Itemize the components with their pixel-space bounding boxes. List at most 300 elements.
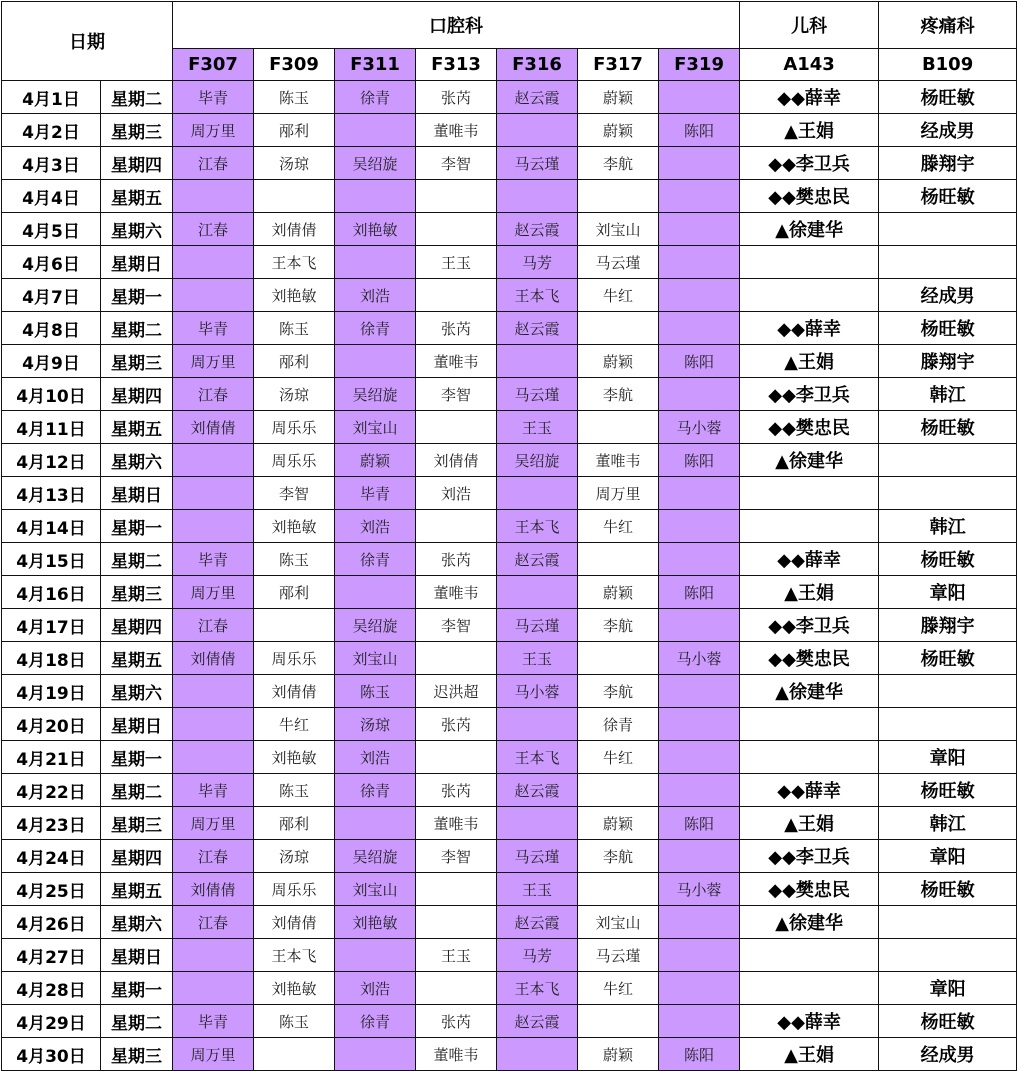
- doctor-cell-f319: [659, 972, 740, 1005]
- doctor-cell-f316: 赵云霞: [497, 774, 578, 807]
- doctor-cell-f317: 李航: [578, 609, 659, 642]
- doctor-cell-b109: 杨旺敏: [879, 774, 1017, 807]
- doctor-cell-a143: ▲王娟: [740, 1038, 879, 1071]
- doctor-cell-f319: 陈阳: [659, 1038, 740, 1071]
- doctor-cell-f311: 陈玉: [335, 675, 416, 708]
- doctor-cell-f309: 周乐乐: [254, 873, 335, 906]
- doctor-cell-b109: [879, 246, 1017, 279]
- doctor-cell-f319: [659, 147, 740, 180]
- doctor-cell-f307: 江春: [173, 147, 254, 180]
- doctor-cell-f316: 马芳: [497, 939, 578, 972]
- doctor-cell-f307: 刘倩倩: [173, 642, 254, 675]
- doctor-cell-f307: 周万里: [173, 1038, 254, 1071]
- weekday-cell: 星期日: [101, 939, 173, 972]
- doctor-cell-f316: 赵云霞: [497, 906, 578, 939]
- doctor-cell-a143: ▲王娟: [740, 576, 879, 609]
- date-cell: 4月8日: [2, 312, 101, 345]
- doctor-cell-f319: [659, 774, 740, 807]
- table-row: [2, 576, 1017, 609]
- date-column-header: 日期: [2, 2, 173, 81]
- doctor-cell-b109: 韩江: [879, 807, 1017, 840]
- doctor-cell-f316: 赵云霞: [497, 543, 578, 576]
- date-cell: 4月13日: [2, 477, 101, 510]
- room-header-b109: B109: [879, 49, 1017, 81]
- date-cell: 4月27日: [2, 939, 101, 972]
- doctor-cell-f311: 吴绍旋: [335, 147, 416, 180]
- doctor-cell-f309: 邴利: [254, 576, 335, 609]
- doctor-cell-f309: 陈玉: [254, 81, 335, 114]
- doctor-cell-f316: [497, 807, 578, 840]
- doctor-cell-a143: ▲徐建华: [740, 444, 879, 477]
- doctor-cell-a143: [740, 246, 879, 279]
- doctor-cell-f317: 周万里: [578, 477, 659, 510]
- doctor-cell-f319: 陈阳: [659, 576, 740, 609]
- doctor-cell-f313: [416, 873, 497, 906]
- doctor-cell-a143: ◆◆樊忠民: [740, 873, 879, 906]
- doctor-cell-b109: [879, 477, 1017, 510]
- doctor-cell-f317: 蔚颖: [578, 81, 659, 114]
- doctor-cell-a143: [740, 972, 879, 1005]
- doctor-cell-f311: 刘宝山: [335, 873, 416, 906]
- doctor-cell-f307: 毕青: [173, 312, 254, 345]
- doctor-cell-f311: 徐青: [335, 1005, 416, 1038]
- doctor-cell-f307: [173, 510, 254, 543]
- doctor-cell-f316: 马小蓉: [497, 675, 578, 708]
- room-header-a143: A143: [740, 49, 879, 81]
- doctor-cell-f309: 刘倩倩: [254, 675, 335, 708]
- doctor-cell-f316: 王玉: [497, 873, 578, 906]
- doctor-cell-f317: 徐青: [578, 708, 659, 741]
- doctor-cell-f307: 周万里: [173, 807, 254, 840]
- doctor-cell-f317: 蔚颖: [578, 576, 659, 609]
- doctor-cell-f319: 陈阳: [659, 444, 740, 477]
- doctor-cell-f313: [416, 642, 497, 675]
- doctor-cell-f317: 刘宝山: [578, 213, 659, 246]
- doctor-cell-b109: 杨旺敏: [879, 81, 1017, 114]
- weekday-cell: 星期三: [101, 114, 173, 147]
- doctor-cell-f316: 马云瑾: [497, 609, 578, 642]
- doctor-cell-f307: [173, 477, 254, 510]
- doctor-cell-f317: 牛红: [578, 741, 659, 774]
- doctor-cell-f309: 汤琼: [254, 147, 335, 180]
- date-cell: 4月28日: [2, 972, 101, 1005]
- doctor-cell-f316: 赵云霞: [497, 213, 578, 246]
- doctor-cell-f307: [173, 939, 254, 972]
- doctor-cell-f307: 周万里: [173, 114, 254, 147]
- department-header-row: [2, 2, 1017, 49]
- table-row: [2, 114, 1017, 147]
- doctor-cell-f311: 毕青: [335, 477, 416, 510]
- doctor-cell-f319: [659, 279, 740, 312]
- doctor-cell-a143: [740, 279, 879, 312]
- doctor-cell-f316: 赵云霞: [497, 81, 578, 114]
- doctor-cell-f311: 刘宝山: [335, 411, 416, 444]
- date-cell: 4月15日: [2, 543, 101, 576]
- doctor-cell-f313: 迟洪超: [416, 675, 497, 708]
- doctor-cell-f311: [335, 114, 416, 147]
- doctor-cell-f319: [659, 312, 740, 345]
- doctor-cell-f316: 马云瑾: [497, 378, 578, 411]
- doctor-cell-b109: [879, 444, 1017, 477]
- doctor-cell-f317: [578, 642, 659, 675]
- doctor-cell-b109: 杨旺敏: [879, 312, 1017, 345]
- doctor-cell-f316: [497, 1038, 578, 1071]
- doctor-cell-f317: 牛红: [578, 972, 659, 1005]
- doctor-cell-a143: ◆◆薛幸: [740, 774, 879, 807]
- doctor-cell-f309: 刘艳敏: [254, 972, 335, 1005]
- doctor-cell-f313: [416, 279, 497, 312]
- weekday-cell: 星期六: [101, 675, 173, 708]
- doctor-cell-b109: 杨旺敏: [879, 411, 1017, 444]
- doctor-cell-f309: 陈玉: [254, 1005, 335, 1038]
- doctor-cell-f313: [416, 906, 497, 939]
- doctor-cell-b109: 杨旺敏: [879, 180, 1017, 213]
- doctor-cell-f313: [416, 741, 497, 774]
- doctor-cell-f309: 王本飞: [254, 939, 335, 972]
- schedule-body: [2, 81, 1017, 1071]
- weekday-cell: 星期五: [101, 642, 173, 675]
- doctor-cell-f307: 江春: [173, 906, 254, 939]
- doctor-cell-f317: [578, 873, 659, 906]
- date-cell: 4月1日: [2, 81, 101, 114]
- weekday-cell: 星期六: [101, 906, 173, 939]
- doctor-cell-f313: 张芮: [416, 312, 497, 345]
- doctor-cell-f309: 刘艳敏: [254, 279, 335, 312]
- table-row: [2, 180, 1017, 213]
- doctor-cell-f313: 董唯韦: [416, 807, 497, 840]
- doctor-cell-f313: 王玉: [416, 939, 497, 972]
- doctor-cell-f317: [578, 1005, 659, 1038]
- doctor-cell-f309: 刘倩倩: [254, 213, 335, 246]
- doctor-cell-f307: 刘倩倩: [173, 411, 254, 444]
- doctor-cell-f319: [659, 81, 740, 114]
- doctor-cell-f319: [659, 477, 740, 510]
- doctor-cell-a143: ▲王娟: [740, 345, 879, 378]
- schedule-table: [1, 1, 1017, 1071]
- date-cell: 4月18日: [2, 642, 101, 675]
- doctor-cell-b109: [879, 939, 1017, 972]
- doctor-cell-b109: [879, 675, 1017, 708]
- doctor-cell-f309: 邴利: [254, 807, 335, 840]
- weekday-cell: 星期日: [101, 477, 173, 510]
- date-cell: 4月10日: [2, 378, 101, 411]
- doctor-cell-f307: 毕青: [173, 774, 254, 807]
- doctor-cell-f317: [578, 312, 659, 345]
- weekday-cell: 星期五: [101, 180, 173, 213]
- table-row: [2, 246, 1017, 279]
- doctor-cell-f316: 赵云霞: [497, 312, 578, 345]
- doctor-cell-f316: 王本飞: [497, 279, 578, 312]
- doctor-cell-f316: [497, 477, 578, 510]
- date-cell: 4月20日: [2, 708, 101, 741]
- doctor-cell-f317: 蔚颖: [578, 345, 659, 378]
- doctor-cell-b109: 章阳: [879, 741, 1017, 774]
- doctor-cell-f309: [254, 180, 335, 213]
- weekday-cell: 星期一: [101, 972, 173, 1005]
- doctor-cell-b109: 经成男: [879, 114, 1017, 147]
- doctor-cell-f309: 周乐乐: [254, 444, 335, 477]
- table-row: [2, 378, 1017, 411]
- doctor-cell-f307: [173, 246, 254, 279]
- table-row: [2, 1005, 1017, 1038]
- doctor-cell-f311: 刘浩: [335, 279, 416, 312]
- date-cell: 4月22日: [2, 774, 101, 807]
- doctor-cell-f313: 李智: [416, 378, 497, 411]
- doctor-cell-f313: [416, 411, 497, 444]
- doctor-cell-f313: 李智: [416, 147, 497, 180]
- room-header-f313: F313: [416, 49, 497, 81]
- doctor-cell-f317: 李航: [578, 675, 659, 708]
- doctor-cell-f309: 刘艳敏: [254, 741, 335, 774]
- doctor-cell-f319: 马小蓉: [659, 873, 740, 906]
- doctor-cell-b109: 韩江: [879, 510, 1017, 543]
- doctor-cell-a143: ▲徐建华: [740, 213, 879, 246]
- weekday-cell: 星期三: [101, 807, 173, 840]
- weekday-cell: 星期一: [101, 510, 173, 543]
- doctor-cell-a143: ▲王娟: [740, 807, 879, 840]
- doctor-cell-a143: ◆◆李卫兵: [740, 840, 879, 873]
- table-row: [2, 81, 1017, 114]
- doctor-cell-f316: 王玉: [497, 411, 578, 444]
- doctor-cell-f309: 陈玉: [254, 543, 335, 576]
- doctor-cell-a143: [740, 708, 879, 741]
- doctor-cell-f313: [416, 180, 497, 213]
- doctor-cell-f311: [335, 180, 416, 213]
- weekday-cell: 星期六: [101, 444, 173, 477]
- doctor-cell-f317: [578, 543, 659, 576]
- doctor-cell-f319: [659, 741, 740, 774]
- table-row: [2, 741, 1017, 774]
- table-row: [2, 642, 1017, 675]
- doctor-cell-f309: 刘艳敏: [254, 510, 335, 543]
- doctor-cell-f317: [578, 774, 659, 807]
- room-header-f311: F311: [335, 49, 416, 81]
- doctor-cell-f319: [659, 906, 740, 939]
- date-cell: 4月23日: [2, 807, 101, 840]
- doctor-cell-a143: ◆◆薛幸: [740, 543, 879, 576]
- doctor-cell-b109: 杨旺敏: [879, 873, 1017, 906]
- doctor-cell-a143: ◆◆薛幸: [740, 81, 879, 114]
- doctor-cell-f311: [335, 345, 416, 378]
- doctor-cell-f316: 王本飞: [497, 972, 578, 1005]
- doctor-cell-b109: 滕翔宇: [879, 345, 1017, 378]
- weekday-cell: 星期三: [101, 576, 173, 609]
- weekday-cell: 星期四: [101, 609, 173, 642]
- doctor-cell-a143: ◆◆樊忠民: [740, 180, 879, 213]
- doctor-cell-a143: [740, 939, 879, 972]
- table-row: [2, 510, 1017, 543]
- doctor-cell-f309: [254, 1038, 335, 1071]
- doctor-cell-f311: [335, 807, 416, 840]
- date-cell: 4月3日: [2, 147, 101, 180]
- date-cell: 4月2日: [2, 114, 101, 147]
- weekday-cell: 星期六: [101, 213, 173, 246]
- doctor-cell-f319: [659, 246, 740, 279]
- doctor-cell-a143: ▲徐建华: [740, 675, 879, 708]
- doctor-cell-f311: 徐青: [335, 543, 416, 576]
- date-cell: 4月24日: [2, 840, 101, 873]
- doctor-cell-b109: [879, 906, 1017, 939]
- doctor-cell-f313: 刘浩: [416, 477, 497, 510]
- doctor-cell-f307: [173, 180, 254, 213]
- doctor-cell-f311: 刘宝山: [335, 642, 416, 675]
- weekday-cell: 星期三: [101, 1038, 173, 1071]
- doctor-cell-f311: 吴绍旋: [335, 609, 416, 642]
- date-cell: 4月5日: [2, 213, 101, 246]
- date-cell: 4月7日: [2, 279, 101, 312]
- doctor-cell-f316: [497, 576, 578, 609]
- table-row: [2, 1038, 1017, 1071]
- doctor-cell-f311: 汤琼: [335, 708, 416, 741]
- doctor-cell-f307: 江春: [173, 609, 254, 642]
- table-row: [2, 147, 1017, 180]
- doctor-cell-f309: 周乐乐: [254, 411, 335, 444]
- doctor-cell-f319: [659, 1005, 740, 1038]
- doctor-cell-f307: 刘倩倩: [173, 873, 254, 906]
- doctor-cell-f317: 李航: [578, 147, 659, 180]
- table-row: [2, 939, 1017, 972]
- doctor-cell-f313: 李智: [416, 840, 497, 873]
- weekday-cell: 星期五: [101, 873, 173, 906]
- doctor-cell-f317: 李航: [578, 840, 659, 873]
- doctor-cell-b109: 章阳: [879, 840, 1017, 873]
- doctor-cell-a143: ◆◆薛幸: [740, 1005, 879, 1038]
- doctor-cell-f317: 牛红: [578, 279, 659, 312]
- doctor-cell-f311: 蔚颖: [335, 444, 416, 477]
- doctor-cell-b109: [879, 708, 1017, 741]
- doctor-cell-f309: 刘倩倩: [254, 906, 335, 939]
- doctor-cell-f311: [335, 1038, 416, 1071]
- date-cell: 4月11日: [2, 411, 101, 444]
- doctor-cell-f319: [659, 180, 740, 213]
- doctor-cell-f316: 赵云霞: [497, 1005, 578, 1038]
- doctor-cell-f316: 吴绍旋: [497, 444, 578, 477]
- table-row: [2, 840, 1017, 873]
- doctor-cell-a143: ▲徐建华: [740, 906, 879, 939]
- doctor-cell-a143: ◆◆樊忠民: [740, 642, 879, 675]
- doctor-cell-f309: 李智: [254, 477, 335, 510]
- date-cell: 4月9日: [2, 345, 101, 378]
- doctor-cell-f313: 刘倩倩: [416, 444, 497, 477]
- doctor-cell-f316: 马云瑾: [497, 147, 578, 180]
- doctor-cell-f317: 李航: [578, 378, 659, 411]
- doctor-cell-f319: 马小蓉: [659, 411, 740, 444]
- room-header-f317: F317: [578, 49, 659, 81]
- table-row: [2, 213, 1017, 246]
- weekday-cell: 星期二: [101, 774, 173, 807]
- doctor-cell-f307: 江春: [173, 213, 254, 246]
- doctor-cell-f313: 张芮: [416, 708, 497, 741]
- doctor-cell-f313: [416, 972, 497, 1005]
- doctor-cell-f313: 董唯韦: [416, 345, 497, 378]
- doctor-cell-f311: 刘浩: [335, 510, 416, 543]
- doctor-cell-f311: [335, 939, 416, 972]
- doctor-cell-f313: 张芮: [416, 543, 497, 576]
- table-row: [2, 873, 1017, 906]
- room-header-f319: F319: [659, 49, 740, 81]
- doctor-cell-f313: 张芮: [416, 81, 497, 114]
- doctor-cell-f311: 徐青: [335, 312, 416, 345]
- table-row: [2, 345, 1017, 378]
- doctor-cell-f316: [497, 114, 578, 147]
- doctor-cell-f316: 马云瑾: [497, 840, 578, 873]
- doctor-cell-a143: [740, 510, 879, 543]
- doctor-cell-f316: 马芳: [497, 246, 578, 279]
- doctor-cell-f319: [659, 510, 740, 543]
- doctor-cell-f307: 江春: [173, 378, 254, 411]
- date-cell: 4月4日: [2, 180, 101, 213]
- doctor-cell-f313: [416, 510, 497, 543]
- doctor-cell-f307: [173, 675, 254, 708]
- doctor-cell-f309: 王本飞: [254, 246, 335, 279]
- room-header-f307: F307: [173, 49, 254, 81]
- doctor-cell-f317: [578, 180, 659, 213]
- doctor-cell-f307: 毕青: [173, 81, 254, 114]
- doctor-cell-f309: [254, 609, 335, 642]
- table-row: [2, 708, 1017, 741]
- doctor-cell-f313: 张芮: [416, 1005, 497, 1038]
- date-cell: 4月19日: [2, 675, 101, 708]
- doctor-cell-f307: 江春: [173, 840, 254, 873]
- weekday-cell: 星期二: [101, 312, 173, 345]
- doctor-cell-f317: 蔚颖: [578, 114, 659, 147]
- date-cell: 4月30日: [2, 1038, 101, 1071]
- weekday-cell: 星期二: [101, 81, 173, 114]
- doctor-cell-b109: 经成男: [879, 279, 1017, 312]
- doctor-cell-f319: [659, 213, 740, 246]
- doctor-cell-b109: 章阳: [879, 972, 1017, 1005]
- doctor-cell-a143: ◆◆李卫兵: [740, 378, 879, 411]
- doctor-cell-f313: 董唯韦: [416, 1038, 497, 1071]
- doctor-cell-f319: [659, 378, 740, 411]
- doctor-cell-b109: [879, 213, 1017, 246]
- date-cell: 4月26日: [2, 906, 101, 939]
- doctor-cell-f317: 蔚颖: [578, 807, 659, 840]
- weekday-cell: 星期三: [101, 345, 173, 378]
- weekday-cell: 星期四: [101, 147, 173, 180]
- doctor-cell-a143: ▲王娟: [740, 114, 879, 147]
- doctor-cell-f307: [173, 741, 254, 774]
- doctor-cell-f313: 王玉: [416, 246, 497, 279]
- table-row: [2, 675, 1017, 708]
- doctor-cell-f309: 汤琼: [254, 378, 335, 411]
- doctor-cell-f311: 刘艳敏: [335, 906, 416, 939]
- weekday-cell: 星期五: [101, 411, 173, 444]
- doctor-cell-f307: [173, 708, 254, 741]
- doctor-cell-a143: ◆◆樊忠民: [740, 411, 879, 444]
- date-cell: 4月29日: [2, 1005, 101, 1038]
- doctor-cell-f311: 吴绍旋: [335, 378, 416, 411]
- table-row: [2, 972, 1017, 1005]
- pain-department-header: 疼痛科: [879, 2, 1017, 49]
- doctor-cell-f319: [659, 609, 740, 642]
- doctor-cell-b109: 章阳: [879, 576, 1017, 609]
- weekday-cell: 星期四: [101, 378, 173, 411]
- doctor-cell-f317: 马云瑾: [578, 246, 659, 279]
- table-row: [2, 609, 1017, 642]
- pediatrics-department-header: 儿科: [740, 2, 879, 49]
- doctor-cell-f319: [659, 840, 740, 873]
- date-cell: 4月6日: [2, 246, 101, 279]
- doctor-cell-f319: [659, 543, 740, 576]
- doctor-cell-f317: 刘宝山: [578, 906, 659, 939]
- doctor-cell-b109: 经成男: [879, 1038, 1017, 1071]
- doctor-cell-a143: [740, 477, 879, 510]
- doctor-cell-f307: [173, 279, 254, 312]
- weekday-cell: 星期日: [101, 708, 173, 741]
- doctor-cell-f307: 周万里: [173, 345, 254, 378]
- doctor-cell-f319: 陈阳: [659, 345, 740, 378]
